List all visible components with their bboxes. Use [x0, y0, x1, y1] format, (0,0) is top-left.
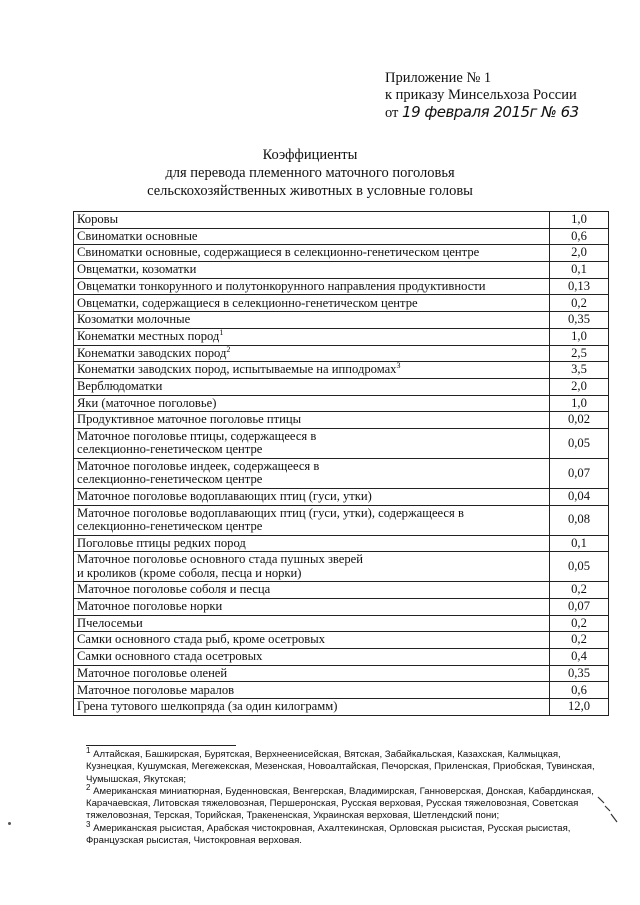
coefficient-value: 1,0 [550, 212, 609, 229]
table-row [74, 428, 609, 458]
coefficient-value: 2,0 [550, 378, 609, 395]
category-cell [74, 505, 550, 535]
category-name: Пчелосемьи [77, 615, 143, 630]
category-cell [74, 245, 550, 262]
category-name: Конематки заводских пород, испытываемые на ипподромах [77, 362, 397, 377]
footnote-ref: 1 [219, 327, 224, 337]
table-row [74, 682, 609, 699]
category-name: Свиноматки основные, содержащиеся в селекционно-генетическом центре [77, 245, 480, 260]
table-row [74, 362, 609, 379]
category-cell [74, 582, 550, 599]
category-cell [74, 378, 550, 395]
coefficient-value: 0,4 [550, 649, 609, 666]
table-row [74, 278, 609, 295]
category-name: Маточное поголовье норки [77, 599, 223, 614]
category-cell [74, 488, 550, 505]
category-name: Яки (маточное поголовье) [77, 395, 217, 410]
category-name: Овцематки, козоматки [77, 262, 197, 277]
table-row [74, 649, 609, 666]
coefficient-value: 0,2 [550, 632, 609, 649]
table-row [74, 295, 609, 312]
document-title [60, 146, 560, 200]
category-name: Самки основного стада рыб, кроме осетровых [77, 632, 326, 647]
category-cell [74, 212, 550, 229]
table-row [74, 228, 609, 245]
pen-mark-icon [596, 795, 620, 825]
category-cell [74, 312, 550, 329]
footnote-number: 1 [86, 745, 91, 755]
category-name: Продуктивное маточное поголовье птицы [77, 412, 302, 427]
category-name: Свиноматки основные [77, 228, 198, 243]
category-name: Маточное поголовье соболя и песца [77, 582, 271, 597]
footnote [86, 745, 606, 786]
category-cell [74, 458, 550, 488]
category-name: Маточное поголовье индеек, содержащееся в [77, 458, 320, 473]
table-row [74, 535, 609, 552]
table-row [74, 395, 609, 412]
category-cell [74, 632, 550, 649]
category-cell [74, 278, 550, 295]
category-cell [74, 228, 550, 245]
coefficient-value: 0,07 [550, 599, 609, 616]
category-name: Маточное поголовье маралов [77, 682, 235, 697]
coefficient-value: 2,5 [550, 345, 609, 362]
category-name-cont: селекционно-генетическом центре [77, 442, 263, 457]
category-name: Конематки местных пород [77, 328, 220, 343]
category-cell [74, 682, 550, 699]
coefficient-value: 1,0 [550, 328, 609, 345]
footnote-divider [86, 745, 236, 746]
category-name: Верблюдоматки [77, 378, 163, 393]
table-row [74, 665, 609, 682]
coefficient-value: 0,1 [550, 535, 609, 552]
category-name: Конематки заводских пород [77, 345, 227, 360]
coefficient-value: 0,02 [550, 412, 609, 429]
category-cell [74, 328, 550, 345]
coefficient-value: 0,35 [550, 312, 609, 329]
table-row [74, 328, 609, 345]
table-row [74, 412, 609, 429]
order-reference: к приказу Минсельхоза России [385, 87, 577, 103]
table-row [74, 488, 609, 505]
category-cell [74, 412, 550, 429]
category-cell [74, 428, 550, 458]
footnotes [86, 745, 606, 847]
table-row [74, 345, 609, 362]
coefficient-value: 0,05 [550, 428, 609, 458]
coefficient-value: 0,05 [550, 552, 609, 582]
table-row [74, 632, 609, 649]
category-name: Маточное поголовье водоплавающих птиц (гуси, утки) [77, 489, 372, 504]
scan-dot [8, 822, 11, 825]
order-date-line [385, 104, 579, 122]
category-name: Поголовье птицы редких пород [77, 535, 246, 550]
table-row [74, 458, 609, 488]
coefficient-value: 0,13 [550, 278, 609, 295]
coefficient-value: 0,07 [550, 458, 609, 488]
category-cell [74, 552, 550, 582]
category-cell [74, 295, 550, 312]
category-name: Маточное поголовье основного стада пушных зверей [77, 552, 364, 567]
table-row [74, 245, 609, 262]
category-name: Козоматки молочные [77, 312, 191, 327]
footnote [86, 782, 606, 823]
category-name-cont: и кроликов (кроме соболя, песца и норки) [77, 565, 302, 580]
table-row [74, 505, 609, 535]
category-name-cont: селекционно-генетическом центре [77, 519, 263, 534]
category-name: Маточное поголовье водоплавающих птиц (гуси, утки), содержащееся в [77, 505, 464, 520]
category-cell [74, 535, 550, 552]
table-row [74, 552, 609, 582]
footnote-ref: 3 [396, 361, 401, 371]
title-line-1: Коэффициенты [262, 147, 358, 163]
category-cell [74, 262, 550, 279]
coefficient-value: 0,2 [550, 615, 609, 632]
category-name: Грена тутового шелкопряда (за один килограмм) [77, 699, 338, 714]
category-cell [74, 649, 550, 666]
appendix-number: Приложение № 1 [385, 70, 492, 86]
footnote-number: 2 [86, 782, 91, 792]
title-line-3: сельскохозяйственных животных в условные головы [147, 183, 473, 199]
category-cell [74, 599, 550, 616]
category-cell [74, 615, 550, 632]
category-cell [74, 345, 550, 362]
order-date-prefix: от [385, 105, 399, 121]
table-row [74, 615, 609, 632]
category-name-cont: селекционно-генетическом центре [77, 472, 263, 487]
coefficient-value: 0,6 [550, 228, 609, 245]
coefficient-value: 0,35 [550, 665, 609, 682]
category-name: Маточное поголовье птицы, содержащееся в [77, 428, 317, 443]
title-line-2: для перевода племенного маточного поголовья [165, 165, 455, 181]
category-cell [74, 362, 550, 379]
category-cell [74, 699, 550, 716]
category-cell [74, 665, 550, 682]
coefficient-value: 0,08 [550, 505, 609, 535]
table-row [74, 582, 609, 599]
coefficients-table [73, 211, 609, 716]
table-row [74, 212, 609, 229]
coefficient-value: 3,5 [550, 362, 609, 379]
table-row [74, 312, 609, 329]
table-row [74, 699, 609, 716]
coefficient-value: 0,2 [550, 295, 609, 312]
footnote-ref: 2 [226, 344, 231, 354]
category-name: Маточное поголовье оленей [77, 665, 228, 680]
coefficient-value: 1,0 [550, 395, 609, 412]
coefficient-value: 0,04 [550, 488, 609, 505]
footnote-text: Алтайская, Башкирская, Бурятская, Верхнеенисейская, Вятская, Забайкальская, Казахская, Калмыцкая, Кузнецкая, Кушумская, Мегежекская, Мезенская, Новоалтайская, Печорская, Приленская, Приобская, Тувинская, Чумышская, Якутская; [86, 749, 595, 785]
coefficient-value: 0,2 [550, 582, 609, 599]
handwritten-date-number: 19 февраля 2015г № 63 [402, 103, 579, 121]
footnote-number: 3 [86, 819, 91, 829]
coefficient-value: 12,0 [550, 699, 609, 716]
footnote-text: Американская рысистая, Арабская чистокровная, Ахалтекинская, Орловская рысистая, Русская рысистая, Французская рысистая, Чистокровная верховая. [86, 822, 571, 847]
table-row [74, 378, 609, 395]
category-cell [74, 395, 550, 412]
footnote-text: Американская миниатюрная, Буденновская, Венгерская, Владимирская, Ганноверская, Донская, Кабардинская, Карачаевская, Литовская тяжеловозная, Першеронская, Русская верховая, Русская тяжеловозная, Советская тяжеловозная, Терская, Торийская, Тракененская, Украинская верховая, Шетлендский пони; [86, 785, 594, 822]
coefficient-value: 0,1 [550, 262, 609, 279]
category-name: Овцематки, содержащиеся в селекционно-генетическом центре [77, 295, 418, 310]
appendix-header [385, 70, 579, 122]
coefficient-value: 0,6 [550, 682, 609, 699]
category-name: Самки основного стада осетровых [77, 649, 263, 664]
coefficient-value: 2,0 [550, 245, 609, 262]
table-row [74, 262, 609, 279]
category-name: Коровы [77, 212, 119, 227]
footnote [86, 819, 606, 848]
table-row [74, 599, 609, 616]
category-name: Овцематки тонкорунного и полутонкорунного направления продуктивности [77, 278, 486, 293]
